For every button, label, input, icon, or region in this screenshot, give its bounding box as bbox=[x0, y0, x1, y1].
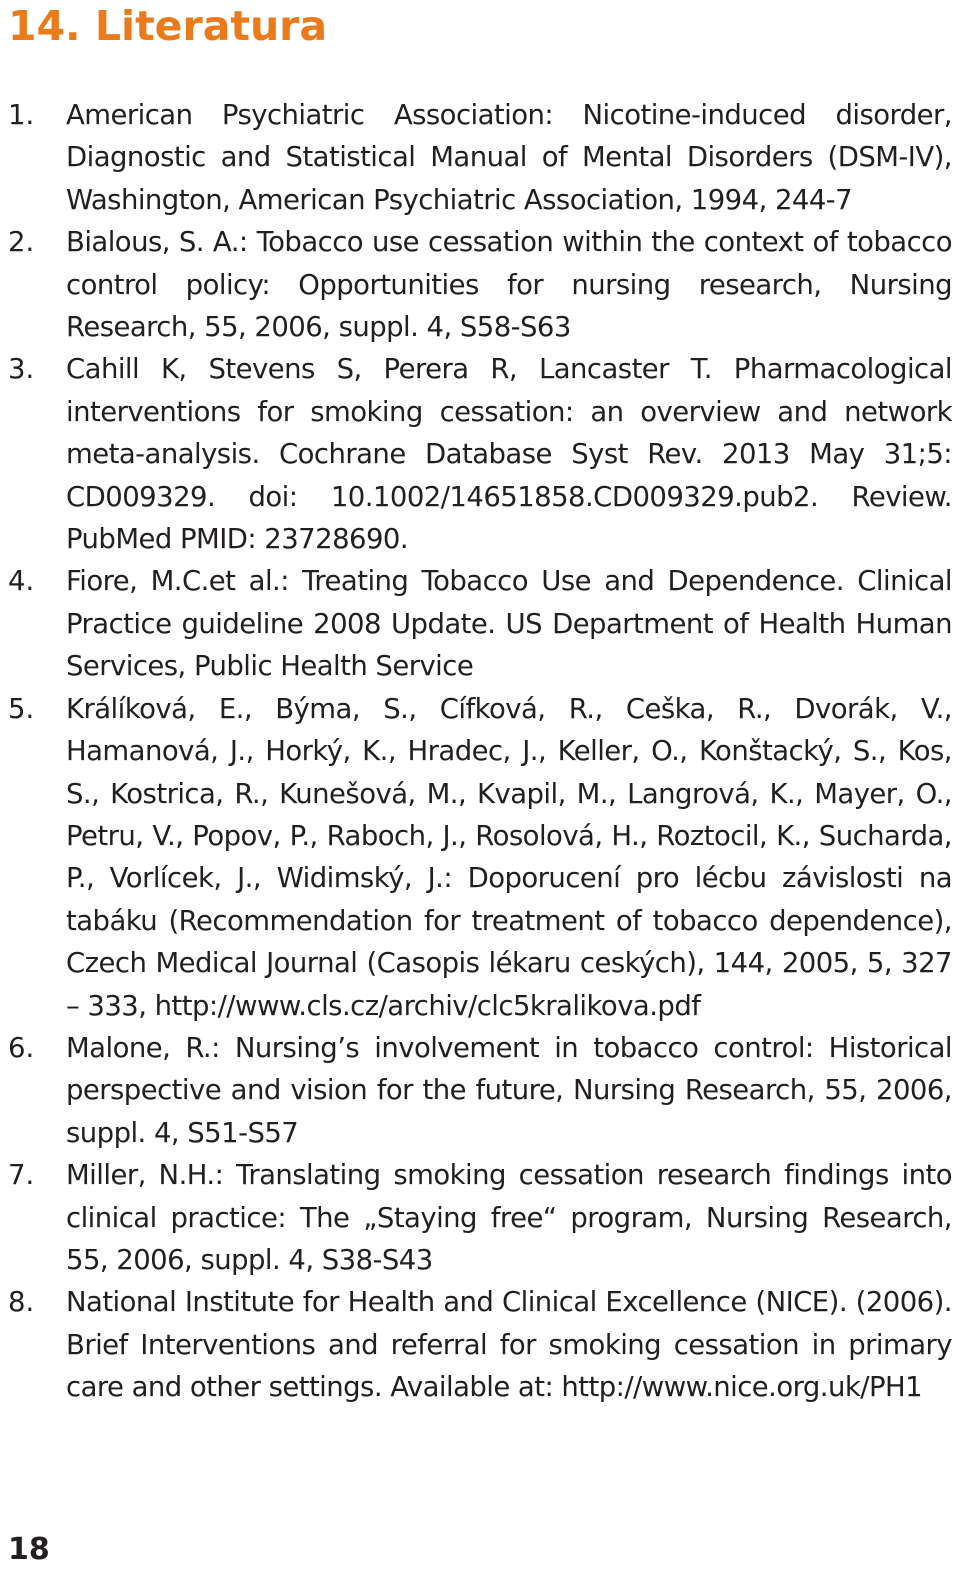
reference-number: 2. bbox=[8, 226, 35, 259]
reference-text: Bialous, S. A.: Tobacco use cessation within the context of tobacco control policy: Opportunities for nursing research, Nursing Research, 55, 2006, suppl. 4, S58-S63 bbox=[66, 226, 952, 344]
reference-item bbox=[8, 688, 952, 1027]
reference-item bbox=[8, 560, 952, 687]
reference-item bbox=[8, 94, 952, 221]
reference-text: Malone, R.: Nursing’s involvement in tobacco control: Historical perspective and vision for the future, Nursing Research, 55, 2006, suppl. 4, S51-S57 bbox=[66, 1031, 952, 1149]
reference-item bbox=[8, 348, 952, 560]
reference-item bbox=[8, 1154, 952, 1281]
reference-number: 4. bbox=[8, 565, 35, 598]
reference-number: 8. bbox=[8, 1286, 35, 1319]
reference-text: Cahill K, Stevens S, Perera R, Lancaster T. Pharmacological interventions for smoking cessation: an overview and network meta-analysis. Cochrane Database Syst Rev. 2013 May 31;5: CD009329. doi: 10.1002/14651858.CD009329.pub2. Review. PubMed PMID: 23728690. bbox=[66, 353, 952, 556]
reference-text: Fiore, M.C.et al.: Treating Tobacco Use and Dependence. Clinical Practice guideline 2008 Update. US Department of Health Human Services, Public Health Service bbox=[66, 565, 952, 683]
page-number: 18 bbox=[8, 1532, 50, 1567]
reference-text: National Institute for Health and Clinical Excellence (NICE). (2006). Brief Interventions and referral for smoking cessation in primary care and other settings. Available at: http://www.nice.org.uk/PH1 bbox=[66, 1286, 952, 1404]
reference-text: American Psychiatric Association: Nicotine-induced disorder, Diagnostic and Statistical Manual of Mental Disorders (DSM-IV), Washington, American Psychiatric Association, 1994, 244-7 bbox=[66, 99, 952, 216]
reference-number: 6. bbox=[8, 1031, 35, 1064]
reference-number: 5. bbox=[8, 692, 35, 725]
reference-item bbox=[8, 1027, 952, 1154]
reference-text: Miller, N.H.: Translating smoking cessation research findings into clinical practice: The „Staying free“ program, Nursing Research, 55, 2006, suppl. 4, S38-S43 bbox=[66, 1159, 952, 1276]
page-title: 14. Literatura bbox=[8, 2, 328, 50]
reference-number: 3. bbox=[8, 353, 35, 386]
reference-item bbox=[8, 221, 952, 348]
reference-list bbox=[8, 94, 952, 1409]
reference-text: Králíková, E., Býma, S., Cífková, R., Ceška, R., Dvorák, V., Hamanová, J., Horký, K., Hradec, J., Keller, O., Konštacký, S., Kos, S., Kostrica, R., Kunešová, M., Kvapil, M., Langrová, K., Mayer, O., Petru, V., Popov, P., Raboch, J., Rosolová, H., Roztocil, K., Sucharda, P., Vorlícek, J., Widimský, J.: Doporucení pro lécbu závislosti na tabáku (Recommendation for treatment of tobacco dependence), Czech Medical Journal (Casopis lékaru ceských), 144, 2005, 5, 327 – 333, http://www.cls.cz/archiv/clc5kralikova.pdf bbox=[66, 692, 952, 1022]
reference-number: 7. bbox=[8, 1159, 35, 1192]
reference-number: 1. bbox=[8, 99, 35, 131]
reference-item bbox=[8, 1281, 952, 1408]
